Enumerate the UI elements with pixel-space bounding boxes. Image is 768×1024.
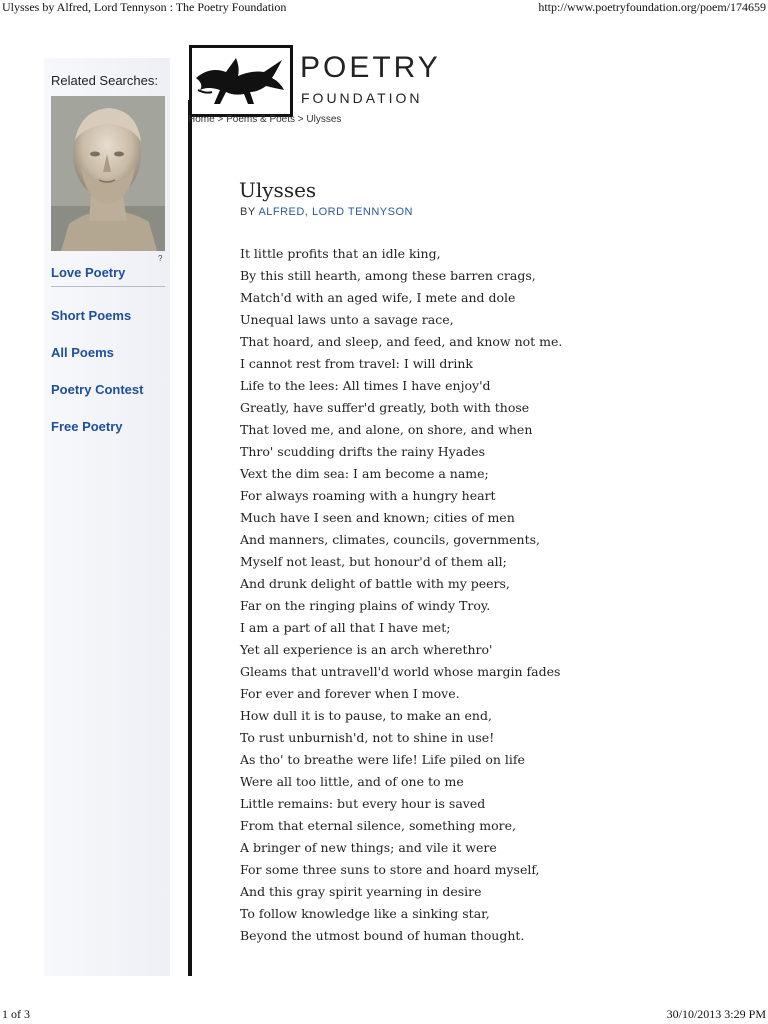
poem-line: And drunk delight of battle with my peers, xyxy=(240,576,510,591)
author-link[interactable]: ALFRED, LORD TENNYSON xyxy=(258,206,413,218)
poem-line: A bringer of new things; and vile it were xyxy=(240,840,497,855)
print-footer xyxy=(0,1008,768,1024)
poem-line: Beyond the utmost bound of human thought. xyxy=(240,928,525,943)
sidebar-divider xyxy=(51,286,165,287)
breadcrumb xyxy=(188,114,388,125)
sidebar-link-short-poems[interactable]: Short Poems xyxy=(51,308,132,323)
poem-line: Much have I seen and known; cities of men xyxy=(240,510,515,525)
poem-line: Myself not least, but honour'd of them all; xyxy=(240,554,507,569)
poem-line: And manners, climates, councils, governments, xyxy=(240,532,540,547)
poem-line: Unequal laws unto a savage race, xyxy=(240,312,454,327)
poem-line: That loved me, and alone, on shore, and when xyxy=(240,422,533,437)
sidebar-link-poetry-contest[interactable]: Poetry Contest xyxy=(51,382,144,397)
breadcrumb-home[interactable]: Home xyxy=(188,114,215,125)
poem-line: And this gray spirit yearning in desire xyxy=(240,884,482,899)
breadcrumb-poems-poets[interactable]: Poems & Poets xyxy=(226,114,296,125)
print-header-url: http://www.poetryfoundation.org/poem/174659 xyxy=(538,0,766,14)
print-header xyxy=(0,0,768,16)
print-header-title: Ulysses by Alfred, Lord Tennyson : The Poetry Foundation xyxy=(2,0,287,14)
poem-line: As tho' to breathe were life! Life piled on life xyxy=(240,752,525,767)
sidebar-link-love-poetry[interactable]: Love Poetry xyxy=(51,265,126,280)
poem-line: For some three suns to store and hoard myself, xyxy=(240,862,540,877)
poem-body xyxy=(240,243,562,947)
poem-title: Ulysses xyxy=(239,178,317,202)
poem-byline xyxy=(240,206,413,218)
sidebar-link-free-poetry[interactable]: Free Poetry xyxy=(51,419,123,434)
poem-line: It little profits that an idle king, xyxy=(240,246,441,261)
print-datetime: 30/10/2013 3:29 PM xyxy=(666,1007,766,1021)
poem-line: Gleams that untravell'd world whose margin fades xyxy=(240,664,561,679)
sidebar xyxy=(44,58,170,976)
ad-info-mark[interactable]: ? xyxy=(158,254,163,263)
logo-text-poetry: POETRY xyxy=(300,51,441,84)
poem-line: For always roaming with a hungry heart xyxy=(240,488,496,503)
poem-line: For ever and forever when I move. xyxy=(240,686,460,701)
sidebar-link-all-poems[interactable]: All Poems xyxy=(51,345,114,360)
poem-line: Thro' scudding drifts the rainy Hyades xyxy=(240,444,485,459)
poem-line: That hoard, and sleep, and feed, and know not me. xyxy=(240,334,563,349)
logo-text-foundation: FOUNDATION xyxy=(301,90,423,106)
poem-line: To follow knowledge like a sinking star, xyxy=(240,906,490,921)
bust-illustration xyxy=(51,96,165,251)
print-page-number: 1 of 3 xyxy=(2,1007,30,1021)
poem-line: Vext the dim sea: I am become a name; xyxy=(240,466,489,481)
related-searches-label: Related Searches: xyxy=(51,73,158,88)
pegasus-icon xyxy=(192,48,290,114)
poem-line: I am a part of all that I have met; xyxy=(240,620,451,635)
poem-line: By this still hearth, among these barren crags, xyxy=(240,268,536,283)
poem-line: I cannot rest from travel: I will drink xyxy=(240,356,473,371)
vertical-divider xyxy=(188,100,192,976)
poem-line: Far on the ringing plains of windy Troy. xyxy=(240,598,491,613)
poem-line: Were all too little, and of one to me xyxy=(240,774,464,789)
poem-line: How dull it is to pause, to make an end, xyxy=(240,708,492,723)
breadcrumb-separator: > xyxy=(214,114,227,125)
poem-line: Life to the lees: All times I have enjoy'd xyxy=(240,378,491,393)
poem-line: Yet all experience is an arch wherethro' xyxy=(240,642,493,657)
logo-emblem[interactable] xyxy=(189,45,293,117)
poem-line: Little remains: but every hour is saved xyxy=(240,796,486,811)
poem-line: To rust unburnish'd, not to shine in use! xyxy=(240,730,495,745)
breadcrumb-separator: > xyxy=(295,114,307,125)
byline-prefix: BY xyxy=(240,206,256,218)
poem-line: From that eternal silence, something more, xyxy=(240,818,517,833)
bust-image[interactable] xyxy=(51,96,165,251)
poem-line: Match'd with an aged wife, I mete and dole xyxy=(240,290,516,305)
poem-line: Greatly, have suffer'd greatly, both with those xyxy=(240,400,530,415)
breadcrumb-current: Ulysses xyxy=(306,114,342,125)
